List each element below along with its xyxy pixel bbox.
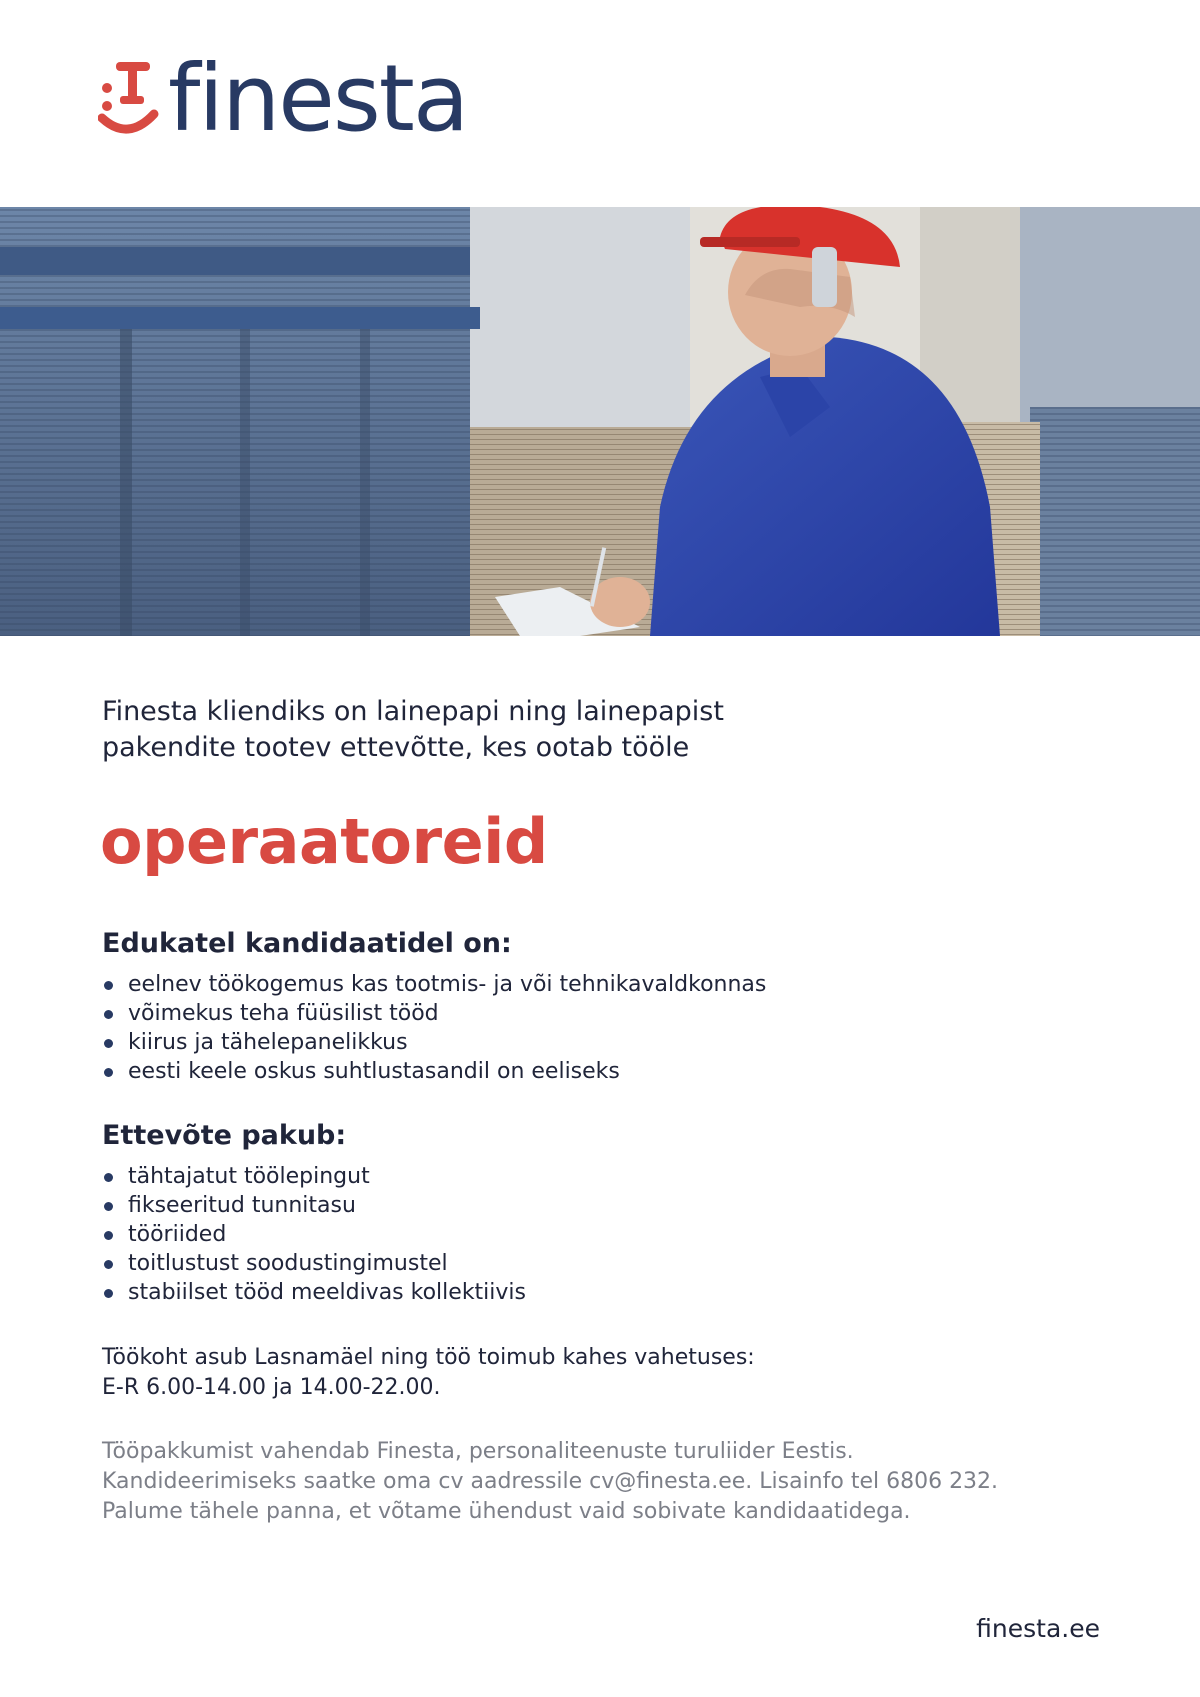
list-item-text: stabiilset tööd meeldivas kollektiivis xyxy=(128,1280,526,1305)
job-ad-content xyxy=(102,694,1102,1527)
list-item xyxy=(102,1278,1102,1307)
list-item-text: eesti keele oskus suhtlustasandil on eeliseks xyxy=(128,1059,620,1084)
shift-times: E-R 6.00-14.00 ja 14.00-22.00. xyxy=(102,1375,441,1400)
bullet-icon xyxy=(104,981,113,990)
bullet-icon xyxy=(104,1289,113,1298)
requirements-list xyxy=(102,970,1102,1086)
location-line: Töökoht asub Lasnamäel ning töö toimub kahes vahetuses: xyxy=(102,1345,755,1370)
list-item-text: võimekus teha füüsilist tööd xyxy=(128,1001,439,1026)
list-item xyxy=(102,999,1102,1028)
warehouse-worker-photo-icon xyxy=(0,207,1200,636)
list-item xyxy=(102,1028,1102,1057)
website-link[interactable]: finesta.ee xyxy=(976,1614,1100,1643)
contact-info xyxy=(102,1437,1102,1527)
bullet-icon xyxy=(104,1202,113,1211)
list-item xyxy=(102,1191,1102,1220)
list-item-text: toitlustust soodustingimustel xyxy=(128,1251,448,1276)
brand-name: finesta xyxy=(168,45,468,152)
finesta-logo xyxy=(98,45,518,152)
notice-line: Palume tähele panna, et võtame ühendust vaid sobivate kandidaatidega. xyxy=(102,1499,911,1524)
list-item xyxy=(102,1057,1102,1086)
bullet-icon xyxy=(104,1260,113,1269)
job-title-headline: operaatoreid xyxy=(100,805,548,878)
bullet-icon xyxy=(104,1039,113,1048)
bullet-icon xyxy=(104,1231,113,1240)
hero-image xyxy=(0,207,1200,636)
offer-title: Ettevõte pakub: xyxy=(102,1120,347,1151)
bullet-icon xyxy=(104,1173,113,1182)
requirements-title: Edukatel kandidaatidel on: xyxy=(102,928,512,959)
list-item-text: tööriided xyxy=(128,1222,227,1247)
work-location xyxy=(102,1343,1102,1403)
intro-text: Finesta kliendiks on lainepapi ning lainepapist pakendite tootev ettevõtte, kes ootab tööle xyxy=(102,696,724,763)
list-item xyxy=(102,1162,1102,1191)
bullet-icon xyxy=(104,1010,113,1019)
list-item xyxy=(102,1249,1102,1278)
application-line[interactable]: Kandideerimiseks saatke oma cv aadressile cv@finesta.ee. Lisainfo tel 6806 232. xyxy=(102,1469,999,1494)
list-item-text: tähtajatut töölepingut xyxy=(128,1164,370,1189)
bullet-icon xyxy=(104,1068,113,1077)
list-item xyxy=(102,1220,1102,1249)
finesta-logo-icon xyxy=(98,58,160,148)
agency-line: Tööpakkumist vahendab Finesta, personaliteenuste turuliider Eestis. xyxy=(102,1439,854,1464)
list-item xyxy=(102,970,1102,999)
offer-list xyxy=(102,1162,1102,1307)
list-item-text: eelnev töökogemus kas tootmis- ja või tehnikavaldkonnas xyxy=(128,972,767,997)
list-item-text: fikseeritud tunnitasu xyxy=(128,1193,356,1218)
list-item-text: kiirus ja tähelepanelikkus xyxy=(128,1030,408,1055)
